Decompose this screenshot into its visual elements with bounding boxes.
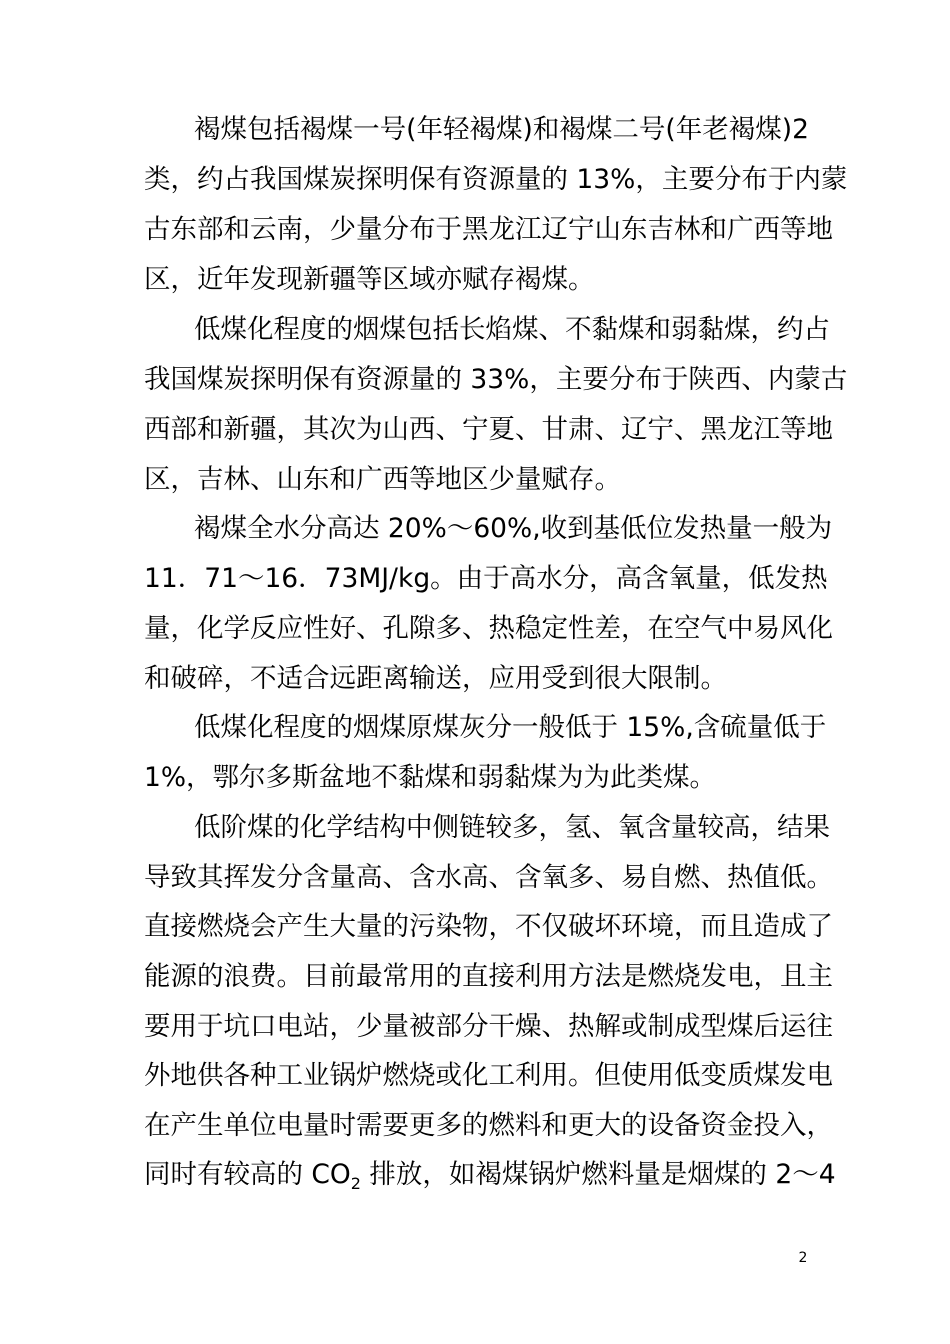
page-number: 2	[798, 1250, 808, 1266]
paragraph-5-line-2: 导致其挥发分含量高、含水高、含氧多、易自燃、热值低。	[144, 862, 833, 893]
paragraph-1-line-1: 褐煤包括褐煤一号(年轻褐煤)和褐煤二号(年老褐煤)2	[194, 114, 809, 145]
paragraph-5-line-6: 外地供各种工业锅炉燃烧或化工利用。但使用低变质煤发电	[144, 1060, 833, 1091]
paragraph-3-line-4: 和破碎，不适合远距离输送，应用受到很大限制。	[144, 663, 727, 694]
paragraph-1-line-3: 古东部和云南，少量分布于黑龙江辽宁山东吉林和广西等地	[144, 214, 833, 245]
paragraph-5-line-3: 直接燃烧会产生大量的污染物，不仅破坏环境，而且造成了	[144, 911, 833, 942]
paragraph-5-line-5: 要用于坑口电站，少量被部分干燥、热解或制成型煤后运往	[144, 1011, 833, 1042]
paragraph-3-line-1: 褐煤全水分高达 20%～60%,收到基低位发热量一般为	[194, 513, 833, 544]
line-8-text-after: 排放，如褐煤锅炉燃料量是烟煤的 2～4	[360, 1159, 836, 1190]
paragraph-2-line-2: 我国煤炭探明保有资源量的 33%，主要分布于陕西、内蒙古	[144, 364, 848, 395]
paragraph-4-line-2: 1%，鄂尔多斯盆地不黏煤和弱黏煤为为此类煤。	[144, 762, 717, 793]
co2-subscript: 2	[350, 1174, 361, 1193]
paragraph-5-line-1: 低阶煤的化学结构中侧链较多，氢、氧含量较高，结果	[194, 812, 830, 843]
paragraph-5-line-4: 能源的浪费。目前最常用的直接利用方法是燃烧发电，且主	[144, 961, 833, 992]
paragraph-1-line-2: 类，约占我国煤炭探明保有资源量的 13%，主要分布于内蒙	[144, 164, 848, 195]
paragraph-5-line-8	[144, 1150, 836, 1200]
paragraph-2-line-3: 西部和新疆，其次为山西、宁夏、甘肃、辽宁、黑龙江等地	[144, 414, 833, 445]
paragraph-1-line-4: 区，近年发现新疆等区域亦赋存褐煤。	[144, 264, 595, 295]
paragraph-3-line-3: 量，化学反应性好、孔隙多、热稳定性差，在空气中易风化	[144, 613, 833, 644]
paragraph-2-line-4: 区，吉林、山东和广西等地区少量赋存。	[144, 464, 621, 495]
paragraph-5-line-7: 在产生单位电量时需要更多的燃料和更大的设备资金投入，	[144, 1110, 833, 1141]
line-8-text-before: 同时有较高的 CO	[144, 1159, 351, 1190]
paragraph-2-line-1: 低煤化程度的烟煤包括长焰煤、不黏煤和弱黏煤，约占	[194, 314, 830, 345]
paragraph-3-line-2: 11．71～16．73MJ/kg。由于高水分，高含氧量，低发热	[144, 563, 828, 594]
paragraph-4-line-1: 低煤化程度的烟煤原煤灰分一般低于 15%,含硫量低于	[194, 712, 827, 743]
